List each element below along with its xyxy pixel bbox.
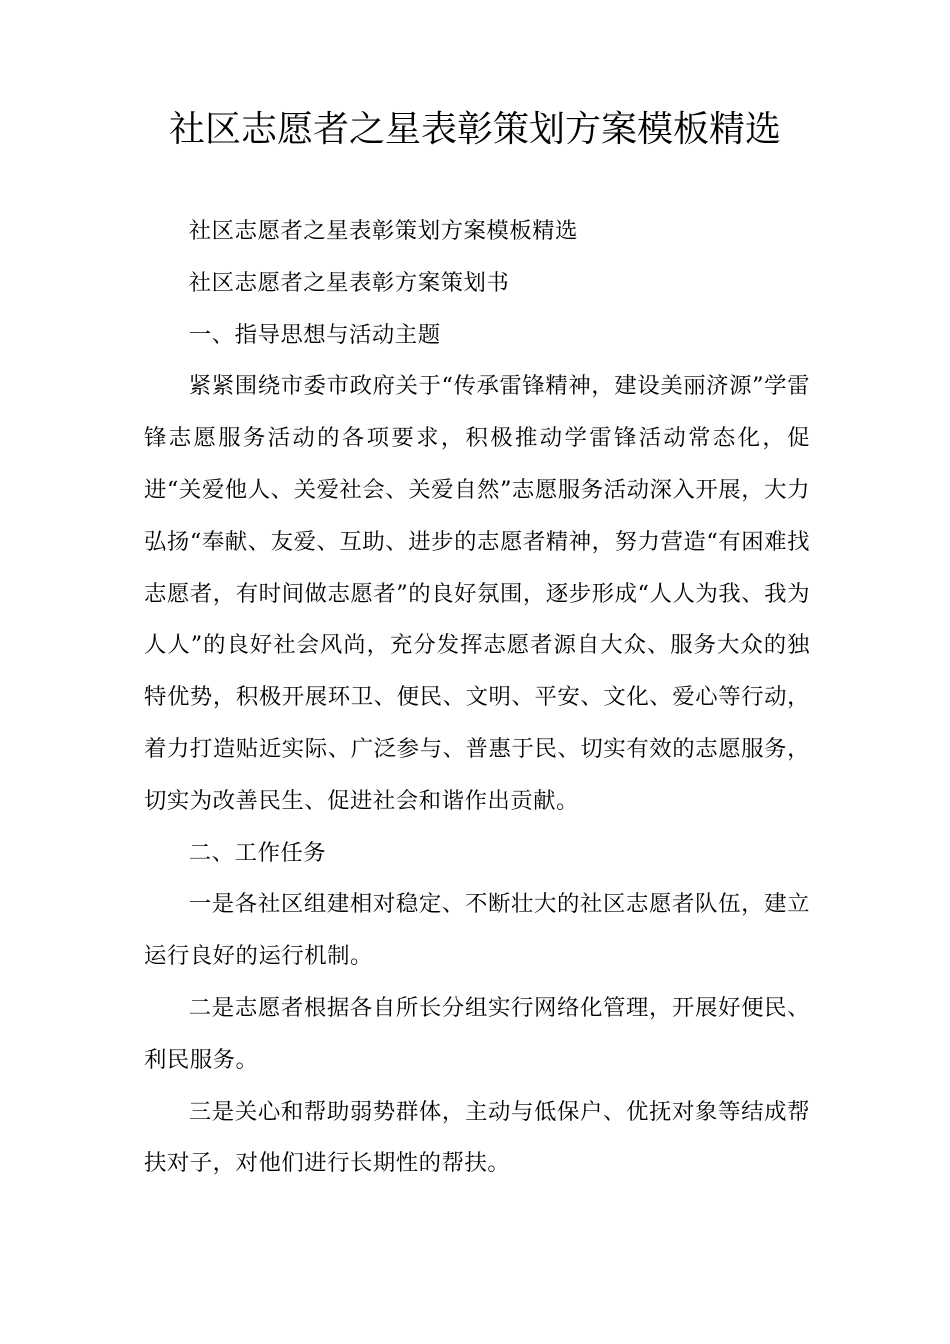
section-heading-work-tasks: 二、工作任务: [188, 839, 327, 866]
paragraph-task-three: 三是关心和帮助弱势群体，主动与低保户、优抚对象等结成帮扶对子，对他们进行长期性的帮扶。: [144, 1098, 810, 1177]
section-heading-guiding-ideology: 一、指导思想与活动主题: [188, 321, 441, 348]
paragraph-guiding-ideology: 紧紧围绕市委市政府关于“传承雷锋精神，建设美丽济源”学雷锋志愿服务活动的各项要求，积极推动学雷锋活动常态化，促进“关爱他人、关爱社会、关爱自然”志愿服务活动深入开展，大力弘扬“奉献、友爱、互助、进步的志愿者精神，努力营造“有困难找志愿者，有时间做志愿者”的良好氛围，逐步形成“人人为我、我为人人”的良好社会风尚，充分发挥志愿者源自大众、服务大众的独特优势，积极开展环卫、便民、文明、平安、文化、爱心等行动，着力打造贴近实际、广泛参与、普惠于民、切实有效的志愿服务，切实为改善民生、促进社会和谐作出贡献。: [144, 373, 810, 814]
document-title: 社区志愿者之星表彰策划方案模板精选: [168, 109, 781, 150]
paragraph-task-one: 一是各社区组建相对稳定、不断壮大的社区志愿者队伍，建立运行良好的运行机制。: [144, 891, 810, 970]
paragraph-plan-name: 社区志愿者之星表彰方案策划书: [188, 269, 510, 296]
document-body: [144, 206, 810, 1190]
paragraph-subtitle: 社区志愿者之星表彰策划方案模板精选: [188, 218, 578, 244]
paragraph-task-two: 二是志愿者根据各自所长分组实行网络化管理，开展好便民、利民服务。: [144, 994, 810, 1073]
